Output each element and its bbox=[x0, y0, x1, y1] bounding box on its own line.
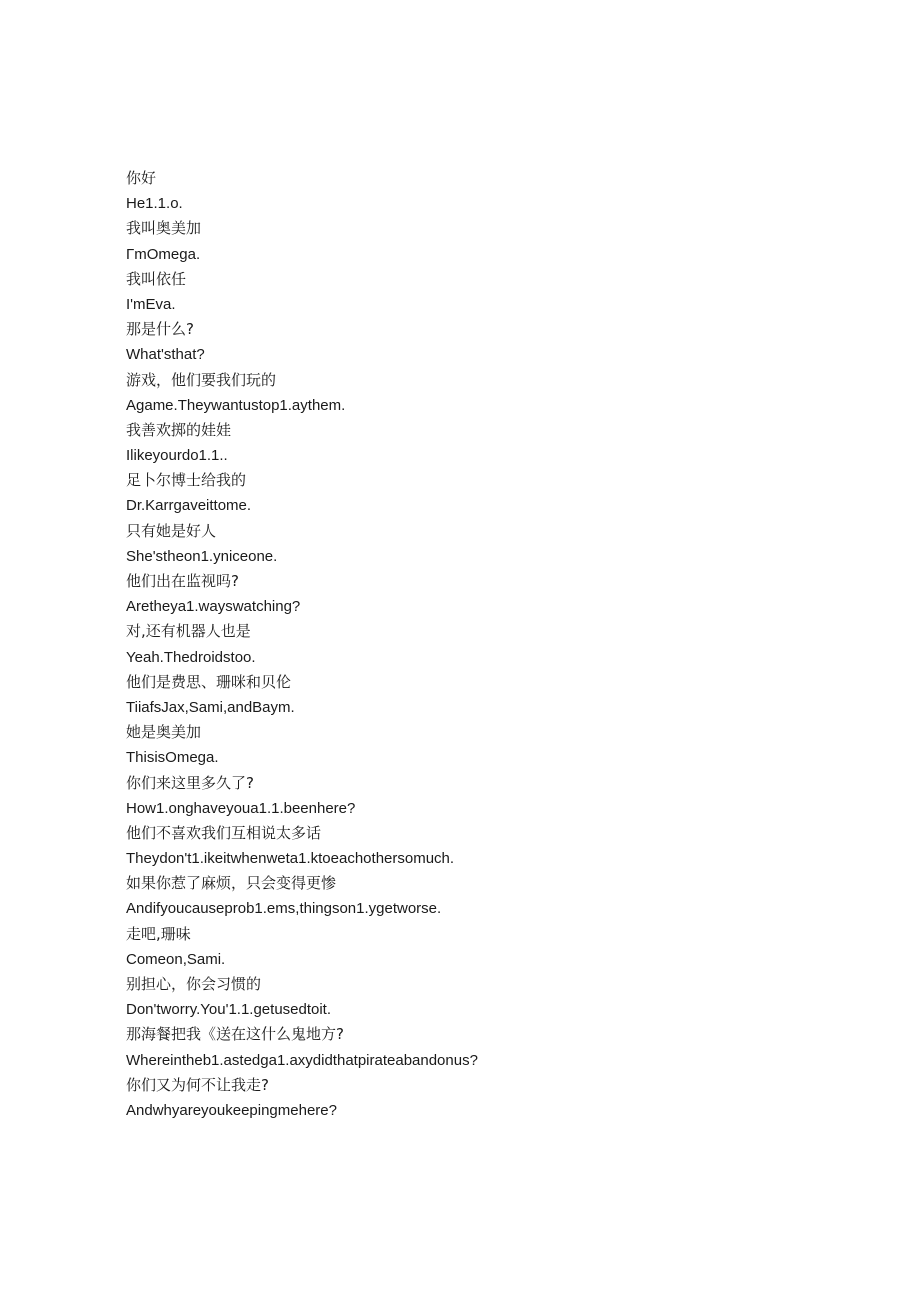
chinese-subtitle-line: 你们来这里多久了? bbox=[126, 773, 254, 792]
english-subtitle-line: Theydon't1.ikeitwhenweta1.ktoeachothersomuch. bbox=[126, 850, 455, 868]
english-subtitle-line: How1.onghaveyoua1.1.beenhere? bbox=[126, 799, 356, 817]
english-subtitle-line: She'stheon1.yniceone. bbox=[126, 547, 278, 565]
chinese-subtitle-line: 他们是费思、珊咪和贝伦 bbox=[126, 672, 292, 691]
chinese-subtitle-line: 走吧,珊味 bbox=[126, 924, 191, 943]
english-subtitle-line: TiiafsJax,Sami,andBaym. bbox=[126, 698, 295, 716]
chinese-subtitle-line: 他们不喜欢我们互相说太多话 bbox=[126, 823, 322, 842]
chinese-subtitle-line: 我善欢掷的娃娃 bbox=[126, 420, 232, 439]
chinese-subtitle-line: 足卜尔博士给我的 bbox=[126, 471, 247, 490]
chinese-subtitle-line: 如果你惹了麻烦，只会变得更惨 bbox=[126, 874, 337, 893]
english-subtitle-line: Andifyoucauseprob1.ems,thingson1.ygetworse. bbox=[126, 900, 442, 918]
english-subtitle-line: Andwhyareyoukeepingmehere? bbox=[126, 1101, 337, 1119]
english-subtitle-line: Dr.Karrgaveittome. bbox=[126, 497, 252, 515]
chinese-subtitle-line: 他们出在监视吗? bbox=[126, 572, 239, 590]
english-subtitle-line: Comeon,Sami. bbox=[126, 950, 226, 968]
english-subtitle-line: What'sthat? bbox=[126, 346, 205, 364]
english-subtitle-line: Ilikeyourdo1.1.. bbox=[126, 447, 228, 465]
english-subtitle-line: Don'tworry.You'1.1.getusedtoit. bbox=[126, 1001, 332, 1019]
english-subtitle-line: I'mEva. bbox=[126, 295, 176, 313]
chinese-subtitle-line: 你们又为何不让我走? bbox=[126, 1075, 269, 1094]
english-subtitle-line: ThisisOmega. bbox=[126, 749, 219, 767]
chinese-subtitle-line: 你好 bbox=[126, 169, 157, 187]
chinese-subtitle-line: 那是什么? bbox=[126, 320, 194, 339]
chinese-subtitle-line: 对,还有机器人也是 bbox=[126, 622, 251, 641]
chinese-subtitle-line: 我叫奥美加 bbox=[126, 219, 202, 238]
english-subtitle-line: Aretheya1.wayswatching? bbox=[126, 598, 301, 616]
chinese-subtitle-line: 我叫依任 bbox=[126, 269, 187, 288]
chinese-subtitle-line: 游戏，他们要我们玩的 bbox=[126, 370, 277, 389]
chinese-subtitle-line: 只有她是好人 bbox=[126, 521, 217, 540]
chinese-subtitle-line: 别担心，你会习惯的 bbox=[126, 975, 262, 993]
chinese-subtitle-line: 那海餐把我《送在这什么鬼地方? bbox=[126, 1025, 344, 1044]
english-subtitle-line: Whereintheb1.astedga1.axydidthatpirateabandonus? bbox=[126, 1051, 478, 1069]
english-subtitle-line: Agame.Theywantustop1.aythem. bbox=[126, 396, 346, 414]
english-subtitle-line: He1.1.o. bbox=[126, 195, 183, 213]
subtitle-list bbox=[126, 166, 886, 1123]
english-subtitle-line: ΓmOmega. bbox=[126, 245, 201, 263]
chinese-subtitle-line: 她是奥美加 bbox=[126, 723, 202, 742]
english-subtitle-line: Yeah.Thedroidstoo. bbox=[126, 648, 256, 666]
